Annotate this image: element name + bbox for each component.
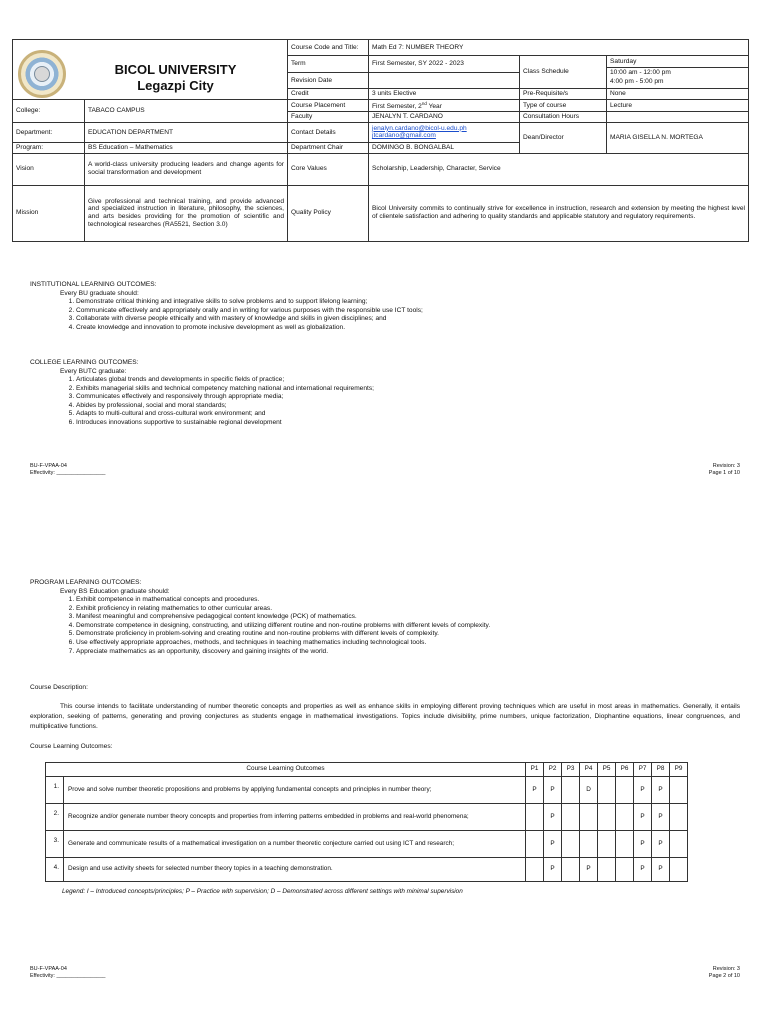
outcome-text: Generate and communicate results of a mathematical investigation on a number theoretic conjecture carried out using ICT and research; [64, 831, 526, 858]
mark-cell: P [652, 777, 670, 804]
outcome-text: Recognize and/or generate number theory concepts and properties from inferring patterns embedded in problems and real-world phenomena; [64, 804, 526, 831]
mark-cell: P [544, 804, 562, 831]
mark-cell [580, 831, 598, 858]
outcome-text: Design and use activity sheets for selected number theory topics in a teaching demonstration. [64, 858, 526, 882]
row-number: 4. [46, 858, 64, 882]
list-item: 1. Demonstrate critical thinking and integrative skills to solve problems and to support lifelong learning; [76, 298, 730, 307]
mark-cell [670, 804, 688, 831]
list-item: 2. Exhibit proficiency in relating mathematics to other curricular areas. [76, 605, 740, 614]
credit-label: Credit [288, 89, 369, 100]
column-header: P4 [580, 763, 598, 777]
program-learning-outcomes [30, 579, 740, 656]
email-link-primary[interactable]: jenalyn.cardano@bicol-u.edu.ph [372, 124, 467, 132]
row-number: 3. [46, 831, 64, 858]
faculty-value: JENALYN T. CARDANO [369, 112, 520, 123]
table-row [46, 804, 688, 831]
schedule-time-1: 10:00 am - 12:00 pm [610, 68, 671, 76]
program-value: BS Education – Mathematics [85, 142, 288, 153]
clo-header: Course Learning Outcomes [46, 763, 526, 777]
mark-cell: P [634, 804, 652, 831]
core-values-label: Core Values [288, 153, 369, 185]
column-header: P1 [526, 763, 544, 777]
quality-policy-value: Bicol University commits to continually strive for excellence in instruction, research and extension by meeting the highest level of clientele satisfaction and adhering to quality standards and applicable statutory and regulatory requirements. [369, 185, 749, 241]
section-title: COLLEGE LEARNING OUTCOMES: [30, 359, 139, 366]
course-description-body: This course intends to facilitate understanding of number theoretic concepts and properties as well as enhance skills in employing different proving techniques which are useful in most areas in mathematics. Generally, it entails exploration, seeking of patterns, generating and proving conjectures as students engage in mathematical investigations. Topics include divisibility, prime numbers, unique factorization, Diophantine equations, linear congruences, and multiplicative functions. [30, 702, 740, 730]
course-placement-value: First Semester, 2nd Year [369, 99, 520, 112]
department-label: Department: [13, 122, 85, 142]
consultation-hours-label: Consultation Hours [520, 112, 607, 123]
page-number: Page 2 of 10 [708, 973, 740, 980]
row-number: 1. [46, 777, 64, 804]
section-lead: Every BUTC graduate: [60, 367, 127, 375]
dean-value: MARIA GISELLA N. MORTEGA [607, 122, 749, 153]
column-header: P2 [544, 763, 562, 777]
mark-cell: P [544, 858, 562, 882]
list-item: 2. Communicate effectively and appropriately orally and in writing for various purposes with the responsible use ICT tools; [76, 307, 730, 316]
department-chair-value: DOMINGO B. BONGALBAL [369, 142, 520, 153]
column-header: P9 [670, 763, 688, 777]
schedule-day: Saturday [607, 57, 748, 68]
table-row [46, 831, 688, 858]
mark-cell [670, 777, 688, 804]
mission-value: Give professional and technical training, and provide advanced and specialized instruction in literature, philosophy, the sciences, and arts besides providing for the promotion of scientific and technological researches (RA5521, Section 3.0) [85, 185, 288, 241]
table-row [46, 777, 688, 804]
mark-cell [598, 804, 616, 831]
mark-cell [526, 831, 544, 858]
plo-list [76, 596, 740, 656]
class-schedule-label: Class Schedule [520, 56, 607, 89]
revision-date-value [369, 73, 520, 89]
column-header: P8 [652, 763, 670, 777]
course-code-value: Math Ed 7: NUMBER THEORY [369, 40, 749, 56]
mark-cell: P [526, 777, 544, 804]
list-item: 1. Exhibit competence in mathematical concepts and procedures. [76, 596, 740, 605]
mark-cell: P [652, 804, 670, 831]
course-learning-outcomes-title: Course Learning Outcomes: [30, 743, 113, 750]
mark-cell: D [580, 777, 598, 804]
course-description [30, 684, 740, 732]
mark-cell: P [652, 831, 670, 858]
mark-cell [616, 858, 634, 882]
outcome-text: Prove and solve number theoretic propositions and problems by applying fundamental concepts and principles in number theory; [64, 777, 526, 804]
college-learning-outcomes [30, 359, 730, 428]
mark-cell [562, 858, 580, 882]
mark-cell [526, 804, 544, 831]
mark-cell [562, 831, 580, 858]
course-type-label: Type of course [520, 99, 607, 112]
college-value: TABACO CAMPUS [85, 99, 288, 122]
credit-value: 3 units Elective [369, 89, 520, 100]
contact-details-value [369, 122, 520, 142]
course-type-value: Lecture [607, 99, 749, 112]
course-learning-outcomes-table [45, 762, 688, 882]
effectivity: Effectivity: ________________ [30, 973, 106, 980]
list-item: 4. Abides by professional, social and moral standards; [76, 402, 730, 411]
course-code-label: Course Code and Title: [288, 40, 369, 56]
course-info-header [12, 39, 748, 252]
section-title: Course Description: [30, 684, 88, 691]
list-item: 3. Collaborate with diverse people ethically and with mastery of knowledge and skills in given disciplines; and [76, 315, 730, 324]
class-schedule-value [607, 56, 749, 89]
prerequisite-label: Pre-Requisite/s [520, 89, 607, 100]
row-number: 2. [46, 804, 64, 831]
mark-cell [598, 858, 616, 882]
department-chair-label: Department Chair [288, 142, 369, 153]
revision-date-label: Revision Date [288, 73, 369, 89]
mark-cell: P [634, 777, 652, 804]
university-name: BICOL UNIVERSITY Legazpi City [114, 62, 237, 93]
mark-cell: P [634, 831, 652, 858]
mark-cell [670, 831, 688, 858]
mark-cell: P [580, 858, 598, 882]
column-header: P7 [634, 763, 652, 777]
mark-cell [598, 777, 616, 804]
legend: Legend: I – Introduced concepts/principles; P – Practice with supervision; D – Demonstrated across different settings with minimal supervision [62, 888, 463, 895]
table-row [46, 858, 688, 882]
column-header: P5 [598, 763, 616, 777]
term-value: First Semester, SY 2022 - 2023 [369, 56, 520, 73]
form-code: BU-F-VPAA-04 [30, 463, 67, 469]
mark-cell: P [634, 858, 652, 882]
core-values-value: Scholarship, Leadership, Character, Service [369, 153, 749, 185]
list-item: 3. Manifest meaningful and comprehensive pedagogical content knowledge (PCK) of mathematics. [76, 613, 740, 622]
mark-cell [616, 804, 634, 831]
list-item: 4. Demonstrate competence in designing, constructing, and utilizing different routine and non-routine problems with different levels of complexity. [76, 622, 740, 631]
mark-cell [598, 831, 616, 858]
faculty-label: Faculty [288, 112, 369, 123]
revision-number: Revision: 3 [712, 463, 740, 469]
list-item: 6. Introduces innovations supportive to sustainable regional development [76, 419, 730, 428]
vision-label: Vision [13, 153, 85, 185]
program-label: Program: [13, 142, 85, 153]
column-header: P6 [616, 763, 634, 777]
section-lead: Every BS Education graduate should: [60, 587, 170, 595]
list-item: 2. Exhibits managerial skills and technical competency matching national and international requirements; [76, 385, 730, 394]
term-label: Term [288, 56, 369, 73]
ilo-list [76, 298, 730, 332]
mark-cell [580, 804, 598, 831]
mission-label: Mission [13, 185, 85, 241]
section-title: INSTITUTIONAL LEARNING OUTCOMES: [30, 281, 157, 288]
mark-cell [616, 831, 634, 858]
college-outcome-list [76, 376, 730, 427]
form-code: BU-F-VPAA-04 [30, 966, 67, 972]
vision-value: A world-class university producing leaders and change agents for social transformation and development [85, 153, 288, 185]
contact-details-label: Contact Details [288, 122, 369, 142]
list-item: 4. Create knowledge and innovation to promote inclusive development as well as globalization. [76, 324, 730, 333]
prerequisite-value: None [607, 89, 749, 100]
list-item: 5. Demonstrate proficiency in problem-solving and creating routine and non-routine problems with different levels of complexity. [76, 630, 740, 639]
list-item: 6. Use effectively appropriate approaches, methods, and techniques in teaching mathematics including technological tools. [76, 639, 740, 648]
mark-cell [526, 858, 544, 882]
section-title: PROGRAM LEARNING OUTCOMES: [30, 579, 142, 586]
university-seal-icon [18, 50, 66, 98]
column-header: P3 [562, 763, 580, 777]
mark-cell: P [652, 858, 670, 882]
university-banner [13, 40, 288, 100]
college-label: College: [13, 99, 85, 122]
mark-cell: P [544, 777, 562, 804]
section-lead: Every BU graduate should: [60, 289, 139, 297]
mark-cell [616, 777, 634, 804]
mark-cell [562, 777, 580, 804]
page-number: Page 1 of 10 [708, 470, 740, 477]
dean-label: Dean/Director [520, 122, 607, 153]
course-learning-outcomes-section [45, 762, 688, 882]
mark-cell: P [544, 831, 562, 858]
schedule-time-2: 4:00 pm - 5:00 pm [610, 78, 664, 86]
course-placement-label: Course Placement [288, 99, 369, 112]
list-item: 1. Articulates global trends and developments in specific fields of practice; [76, 376, 730, 385]
department-value: EDUCATION DEPARTMENT [85, 122, 288, 142]
course-info-table [12, 39, 749, 242]
consultation-hours-value [607, 112, 749, 123]
quality-policy-label: Quality Policy [288, 185, 369, 241]
mark-cell [670, 858, 688, 882]
mark-cell [562, 804, 580, 831]
institutional-learning-outcomes [30, 281, 730, 332]
list-item: 7. Appreciate mathematics as an opportunity, discovery and gaining insights of the world. [76, 648, 740, 657]
effectivity: Effectivity: ________________ [30, 470, 106, 477]
revision-number: Revision: 3 [712, 966, 740, 972]
email-link-secondary[interactable]: jtcardano@gmail.com [372, 132, 436, 140]
list-item: 5. Adapts to multi-cultural and cross-cultural work environment; and [76, 410, 730, 419]
list-item: 3. Communicates effectively and responsively through appropriate media; [76, 393, 730, 402]
